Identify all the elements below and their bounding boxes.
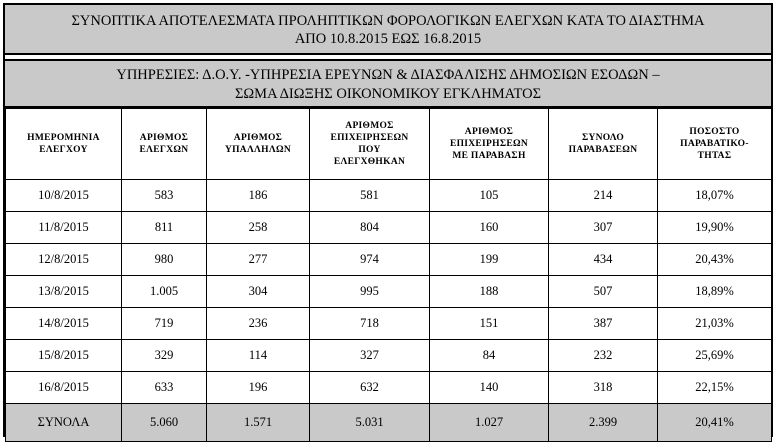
cell-employees: 304: [207, 276, 310, 308]
cell-date: 15/8/2015: [6, 340, 122, 372]
cell-businesses-inspected: 632: [310, 372, 430, 404]
cell-violation-rate: 19,90%: [658, 212, 772, 244]
cell-violation-rate: 18,07%: [658, 180, 772, 212]
cell-date: 16/8/2015: [6, 372, 122, 404]
total-violations: 2.399: [549, 404, 658, 442]
cell-date: 10/8/2015: [6, 180, 122, 212]
cell-total-violations: 434: [549, 244, 658, 276]
results-table: [5, 108, 772, 442]
table-row: [6, 212, 772, 244]
cell-businesses-inspected: 974: [310, 244, 430, 276]
cell-employees: 114: [207, 340, 310, 372]
cell-businesses-with-violation: 84: [430, 340, 549, 372]
table-row: [6, 308, 772, 340]
cell-violation-rate: 18,89%: [658, 276, 772, 308]
cell-violation-rate: 21,03%: [658, 308, 772, 340]
table-row: [6, 372, 772, 404]
cell-date: 12/8/2015: [6, 244, 122, 276]
cell-inspections: 329: [122, 340, 207, 372]
cell-businesses-with-violation: 151: [430, 308, 549, 340]
cell-total-violations: 232: [549, 340, 658, 372]
header-violation-rate: ΠΟΣΟΣΤΟ ΠΑΡΑΒΑΤΙΚΟ- ΤΗΤΑΣ: [658, 109, 772, 180]
cell-violation-rate: 20,43%: [658, 244, 772, 276]
cell-businesses-with-violation: 199: [430, 244, 549, 276]
cell-inspections: 633: [122, 372, 207, 404]
header-businesses-with-violation: ΑΡΙΘΜΟΣ ΕΠΙΧΕΙΡΗΣΕΩΝ ΜΕ ΠΑΡΑΒΑΣΗ: [430, 109, 549, 180]
table-row: [6, 340, 772, 372]
cell-inspections: 583: [122, 180, 207, 212]
cell-employees: 236: [207, 308, 310, 340]
cell-total-violations: 307: [549, 212, 658, 244]
total-businesses-with-violation: 1.027: [430, 404, 549, 442]
title-line-2: ΑΠΟ 10.8.2015 ΕΩΣ 16.8.2015: [294, 31, 482, 47]
document-title: [5, 5, 771, 55]
cell-businesses-inspected: 581: [310, 180, 430, 212]
cell-employees: 186: [207, 180, 310, 212]
cell-total-violations: 214: [549, 180, 658, 212]
total-businesses-inspected: 5.031: [310, 404, 430, 442]
totals-row: [6, 404, 772, 442]
cell-total-violations: 318: [549, 372, 658, 404]
header-number-of-employees: ΑΡΙΘΜΟΣ ΥΠΑΛΛΗΛΩΝ: [207, 109, 310, 180]
cell-businesses-inspected: 995: [310, 276, 430, 308]
cell-inspections: 1.005: [122, 276, 207, 308]
table-row: [6, 244, 772, 276]
cell-businesses-inspected: 718: [310, 308, 430, 340]
cell-businesses-inspected: 327: [310, 340, 430, 372]
cell-inspections: 719: [122, 308, 207, 340]
title-line-1: ΣΥΝΟΠΤΙΚΑ ΑΠΟΤΕΛΕΣΜΑΤΑ ΠΡΟΛΗΠΤΙΚΩΝ ΦΟΡΟΛΟΓΙΚΩΝ ΕΛΕΓΧΩΝ ΚΑΤΑ ΤΟ ΔΙΑΣΤΗΜΑ: [71, 13, 705, 29]
cell-businesses-with-violation: 188: [430, 276, 549, 308]
cell-inspections: 811: [122, 212, 207, 244]
cell-inspections: 980: [122, 244, 207, 276]
header-businesses-inspected: ΑΡΙΘΜΟΣ ΕΠΙΧΕΙΡΗΣΕΩΝ ΠΟΥ ΕΛΕΓΧΘΗΚΑΝ: [310, 109, 430, 180]
header-inspection-date: ΗΜΕΡΟΜΗΝΙΑ ΕΛΕΓΧΟΥ: [6, 109, 122, 180]
header-number-of-inspections: ΑΡΙΘΜΟΣ ΕΛΕΓΧΩΝ: [122, 109, 207, 180]
cell-date: 13/8/2015: [6, 276, 122, 308]
cell-businesses-with-violation: 105: [430, 180, 549, 212]
cell-employees: 258: [207, 212, 310, 244]
cell-businesses-with-violation: 140: [430, 372, 549, 404]
inspection-results-document: [3, 3, 773, 437]
total-inspections: 5.060: [122, 404, 207, 442]
totals-label: ΣΥΝΟΛΑ: [6, 404, 122, 442]
table-row: [6, 276, 772, 308]
cell-employees: 277: [207, 244, 310, 276]
services-line-2: ΣΩΜΑ ΔΙΩΞΗΣ ΟΙΚΟΝΟΜΙΚΟΥ ΕΓΚΛΗΜΑΤΟΣ: [234, 86, 542, 102]
cell-businesses-inspected: 804: [310, 212, 430, 244]
cell-date: 14/8/2015: [6, 308, 122, 340]
cell-total-violations: 387: [549, 308, 658, 340]
header-total-violations: ΣΥΝΟΛΟ ΠΑΡΑΒΑΣΕΩΝ: [549, 109, 658, 180]
table-header-row: [6, 109, 772, 180]
cell-businesses-with-violation: 160: [430, 212, 549, 244]
total-employees: 1.571: [207, 404, 310, 442]
cell-date: 11/8/2015: [6, 212, 122, 244]
cell-violation-rate: 25,69%: [658, 340, 772, 372]
total-violation-rate: 20,41%: [658, 404, 772, 442]
services-heading: [5, 59, 771, 108]
cell-employees: 196: [207, 372, 310, 404]
cell-total-violations: 507: [549, 276, 658, 308]
services-line-1: ΥΠΗΡΕΣΙΕΣ: Δ.Ο.Υ. -ΥΠΗΡΕΣΙΑ ΕΡΕΥΝΩΝ & ΔΙΑΣΦΑΛΙΣΗΣ ΔΗΜΟΣΙΩΝ ΕΣΟΔΩΝ –: [116, 67, 660, 83]
cell-violation-rate: 22,15%: [658, 372, 772, 404]
table-row: [6, 180, 772, 212]
